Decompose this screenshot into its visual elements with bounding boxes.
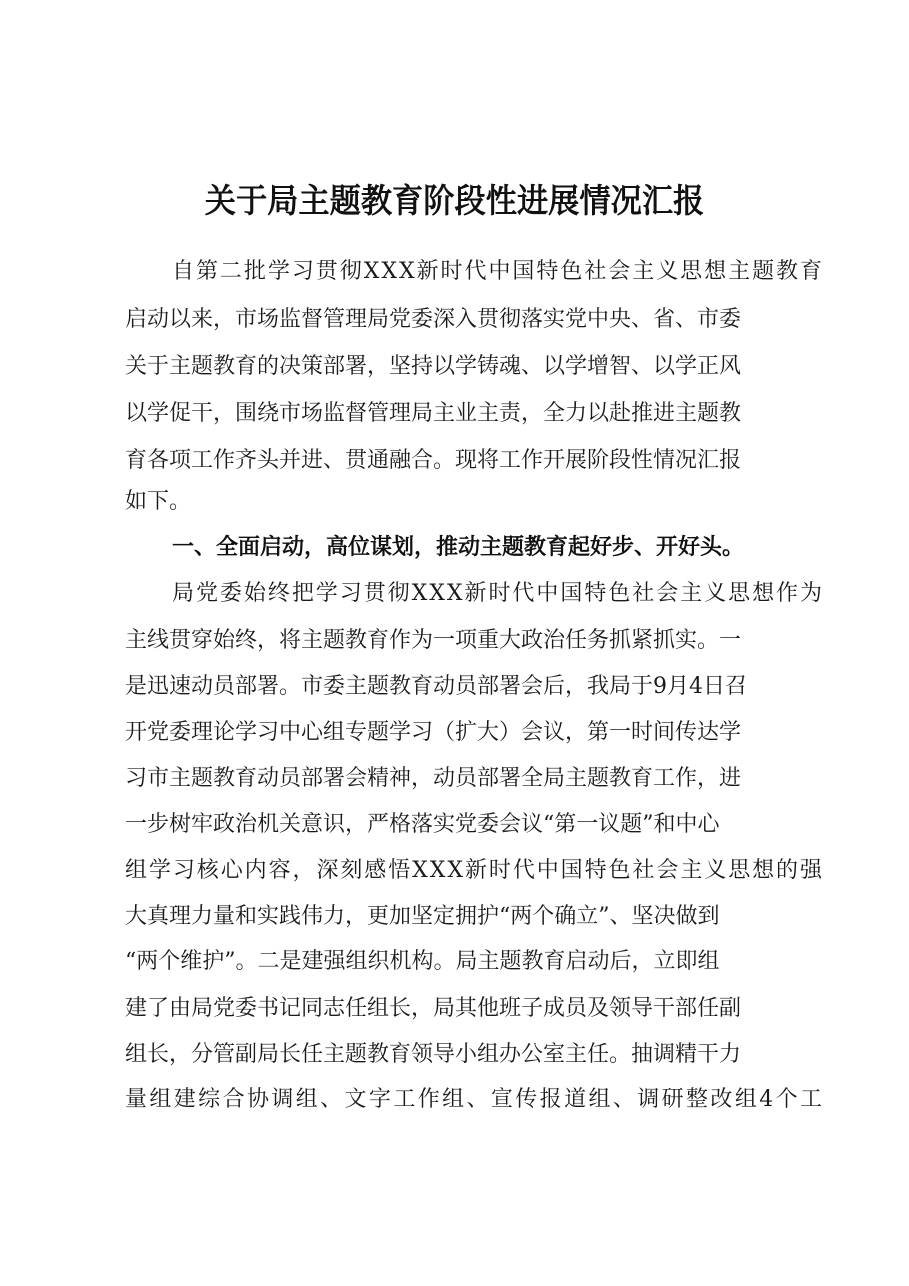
paragraph-line: 自第二批学习贯彻XXX新时代中国特色社会主义思想主题教育	[172, 259, 824, 284]
paragraph-line: 量组建综合协调组、文字工作组、宣传报道组、调研整改组4个工	[125, 1087, 825, 1112]
document-title: 关于局主题教育阶段性进展情况汇报	[204, 181, 705, 220]
paragraph-line: 组长，分管副局长任主题教育领导小组办公室主任。抽调精干力	[125, 1042, 742, 1067]
paragraph-line: 习市主题教育动员部署会精神，动员部署全局主题教育工作，进	[125, 766, 742, 791]
paragraph-line: 主线贯穿始终，将主题教育作为一项重大政治任务抓紧抓实。一	[125, 628, 742, 653]
paragraph-line: 关于主题教育的决策部署，坚持以学铸魂、以学增智、以学正风	[125, 354, 742, 379]
paragraph-line: 大真理力量和实践伟力，更加坚定拥护“两个确立”、坚决做到	[125, 904, 720, 929]
paragraph-line: 建了由局党委书记同志任组长，局其他班子成员及领导干部任副	[125, 996, 742, 1021]
paragraph-line: 是迅速动员部署。市委主题教育动员部署会后，我局于9月4日召	[125, 674, 747, 699]
paragraph-line: 以学促干，围绕市场监督管理局主业主责，全力以赴推进主题教	[125, 401, 742, 426]
paragraph-line: 组学习核心内容，深刻感悟XXX新时代中国特色社会主义思想的强	[125, 858, 824, 883]
paragraph-line: 育各项工作齐头并进、贯通融合。现将工作开展阶段性情况汇报	[125, 448, 742, 473]
paragraph-line: 开党委理论学习中心组专题学习（扩大）会议，第一时间传达学	[125, 720, 742, 745]
paragraph-line: 一步树牢政治机关意识，严格落实党委会议“第一议题”和中心	[125, 812, 720, 837]
section-heading: 一、全面启动，高位谋划，推动主题教育起好步、开好头。	[172, 535, 745, 560]
paragraph-line: “两个维护”。二是建强组织机构。局主题教育启动后，立即组	[125, 949, 720, 974]
paragraph-line: 局党委始终把学习贯彻XXX新时代中国特色社会主义思想作为	[172, 581, 824, 606]
paragraph-line: 如下。	[125, 489, 192, 514]
paragraph-line: 启动以来，市场监督管理局党委深入贯彻落实党中央、省、市委	[125, 307, 742, 332]
